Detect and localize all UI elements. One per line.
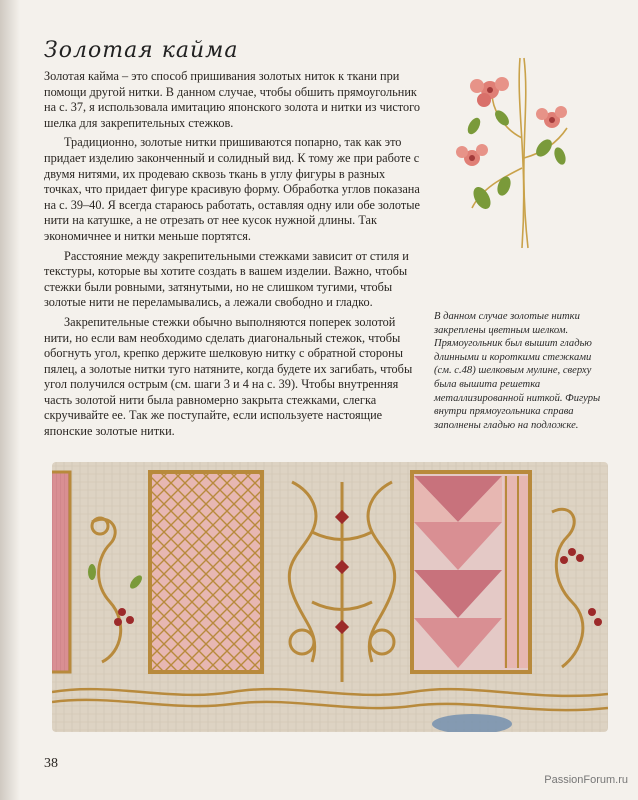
- paragraph-3: Расстояние между закрепительными стежками зависит от стиля и текстуры, которые вы хотите создать в вашем изделии. Важно, чтобы стежки были ровными, затянутыми, но не слишком тугими, чтобы золотые нити не переламывались, а лежали свободно и гладко.: [44, 248, 409, 310]
- caption: В данном случае золотые нитки закреплены цветным шелком. Прямоугольник был вышит гладью длинными и короткими стежками (см. с.48) шелковым мулине, сверху была вышита решетка металлизированной ниткой. Фигуры внутри прямоугольника справа заполнены гладью на подложке.: [434, 311, 601, 431]
- paragraph-4: Закрепительные стежки обычно выполняются поперек золотой нити, но если вам необходимо сделать диагональный стежок, чтобы обогнуть угол, крепко держите шелковую нитку с обратной стороны пялец, а золотые нитки туго натяните, когда будете их загибать, чтобы угол получился острым (см. шаги 3 и 4 на с. 39). Чтобы внутренняя часть золотой нити была равномерно закрыта стежками, слегка скручивайте ее. Так же поступайте, если используете настоящие японские золотые нитки.: [44, 314, 413, 439]
- watermark: PassionForum.ru: [544, 774, 628, 786]
- flower-2: [536, 106, 567, 128]
- paragraph-2: Традиционно, золотые нитки пришиваются попарно, так как это придает изделию законченный и солидный вид. К тому же при работе с двумя нитями, их продеваю сквозь ткань в углу фигуры в разных точках, что придает фигуре красивую форму. Обработка углов показана на с. 39–40. Я всегда стараюсь работать, оставляя одну или обе золотые нити на катушке, а не отрезать от нее кусок нужной длины. Так экономичнее и нитки меньше портятся.: [44, 135, 420, 243]
- paragraph-1: Золотая кайма – это способ пришивания золотых ниток к ткани при помощи другой нитки. В данном случае, чтобы обшить прямоугольник на с. 37, я использовала имитацию японского золота и нитки из чистого шелка для закрепительных стежков.: [44, 69, 421, 130]
- left-edge-block: [52, 472, 70, 672]
- floral-illustration: [432, 48, 582, 258]
- page-number: 38: [44, 756, 58, 771]
- page-gutter-shadow: [0, 0, 20, 800]
- lattice-rectangle: [150, 472, 262, 672]
- embroidery-photo: [52, 462, 608, 732]
- flower-1: [470, 77, 509, 107]
- triangle-rectangle: [412, 472, 530, 672]
- flower-3: [456, 144, 488, 166]
- body-text: [44, 69, 424, 444]
- page-title: Золотая кайма: [44, 38, 239, 63]
